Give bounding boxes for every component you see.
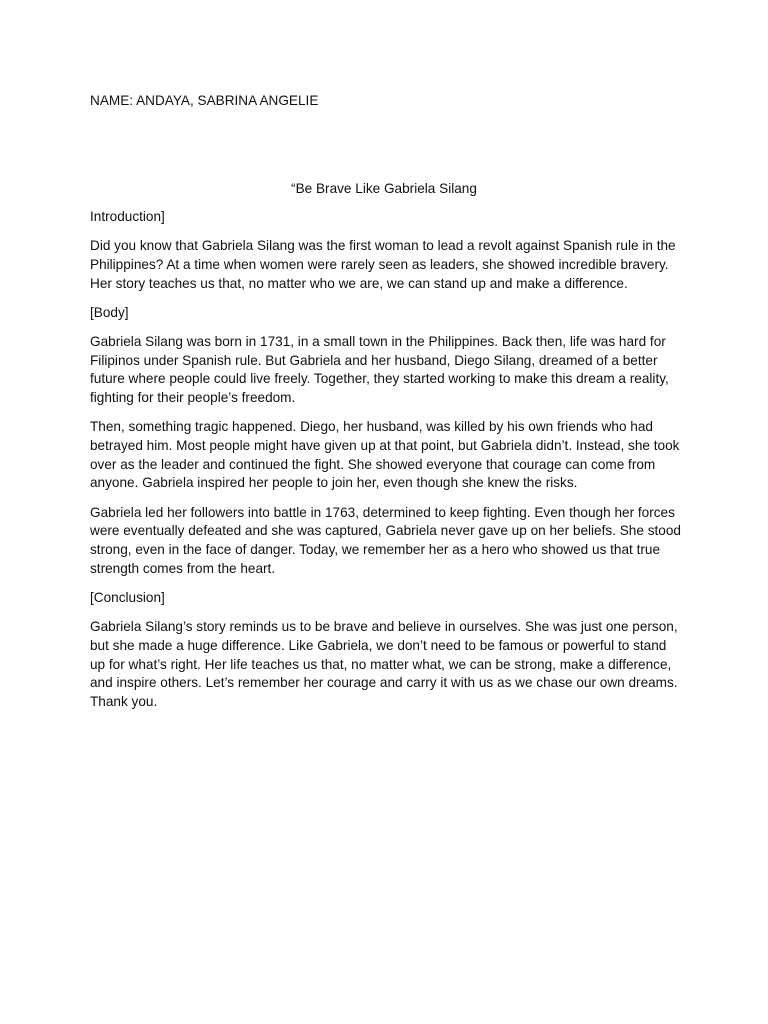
paragraph-conclusion: Gabriela Silang’s story reminds us to be brave and believe in ourselves. She was just one person, but she made a huge difference. Like Gabriela, we don’t need to be famous or powerful to stand up for what’s right. Her life teaches us that, no matter what, we can be strong, make a difference, and inspire others. Let’s remember her courage and carry it with us as we chase our own dreams. Thank you. [90,619,678,709]
section-label-introduction: Introduction] [90,209,165,224]
paragraph-body-3: Gabriela led her followers into battle in 1763, determined to keep fighting. Even though her forces were eventually defeated and she was captured, Gabriela never gave up on her beliefs. She stood strong, even in the face of danger. Today, we remember her as a hero who showed us that true strength comes from the heart. [90,504,681,576]
paragraph-body-1: Gabriela Silang was born in 1731, in a small town in the Philippines. Back then, life was hard for Filipinos under Spanish rule. But Gabriela and her husband, Diego Silang, dreamed of a better future where people could live freely. Together, they started working to make this dream a reality, fighting for their people’s freedom. [90,334,669,406]
essay-body [90,208,682,722]
section-label-body: [Body] [90,304,129,320]
student-name-line: NAME: ANDAYA, SABRINA ANGELIE [90,93,319,108]
section-label-conclusion: [Conclusion] [90,589,165,605]
paragraph-body-2: Then, something tragic happened. Diego, her husband, was killed by his own friends who had betrayed him. Most people might have given up at that point, but Gabriela didn’t. Instead, she took over as the leader and continued the fight. She showed everyone that courage can come from anyone. Gabriela inspired her people to join her, even though she knew the risks. [90,419,680,491]
essay-title: “Be Brave Like Gabriela Silang [291,181,477,196]
paragraph-introduction: Did you know that Gabriela Silang was the first woman to lead a revolt against Spanish rule in the Philippines? At a time when women were rarely seen as leaders, she showed incredible bravery. Her story teaches us that, no matter who we are, we can stand up and make a difference. [90,238,676,291]
